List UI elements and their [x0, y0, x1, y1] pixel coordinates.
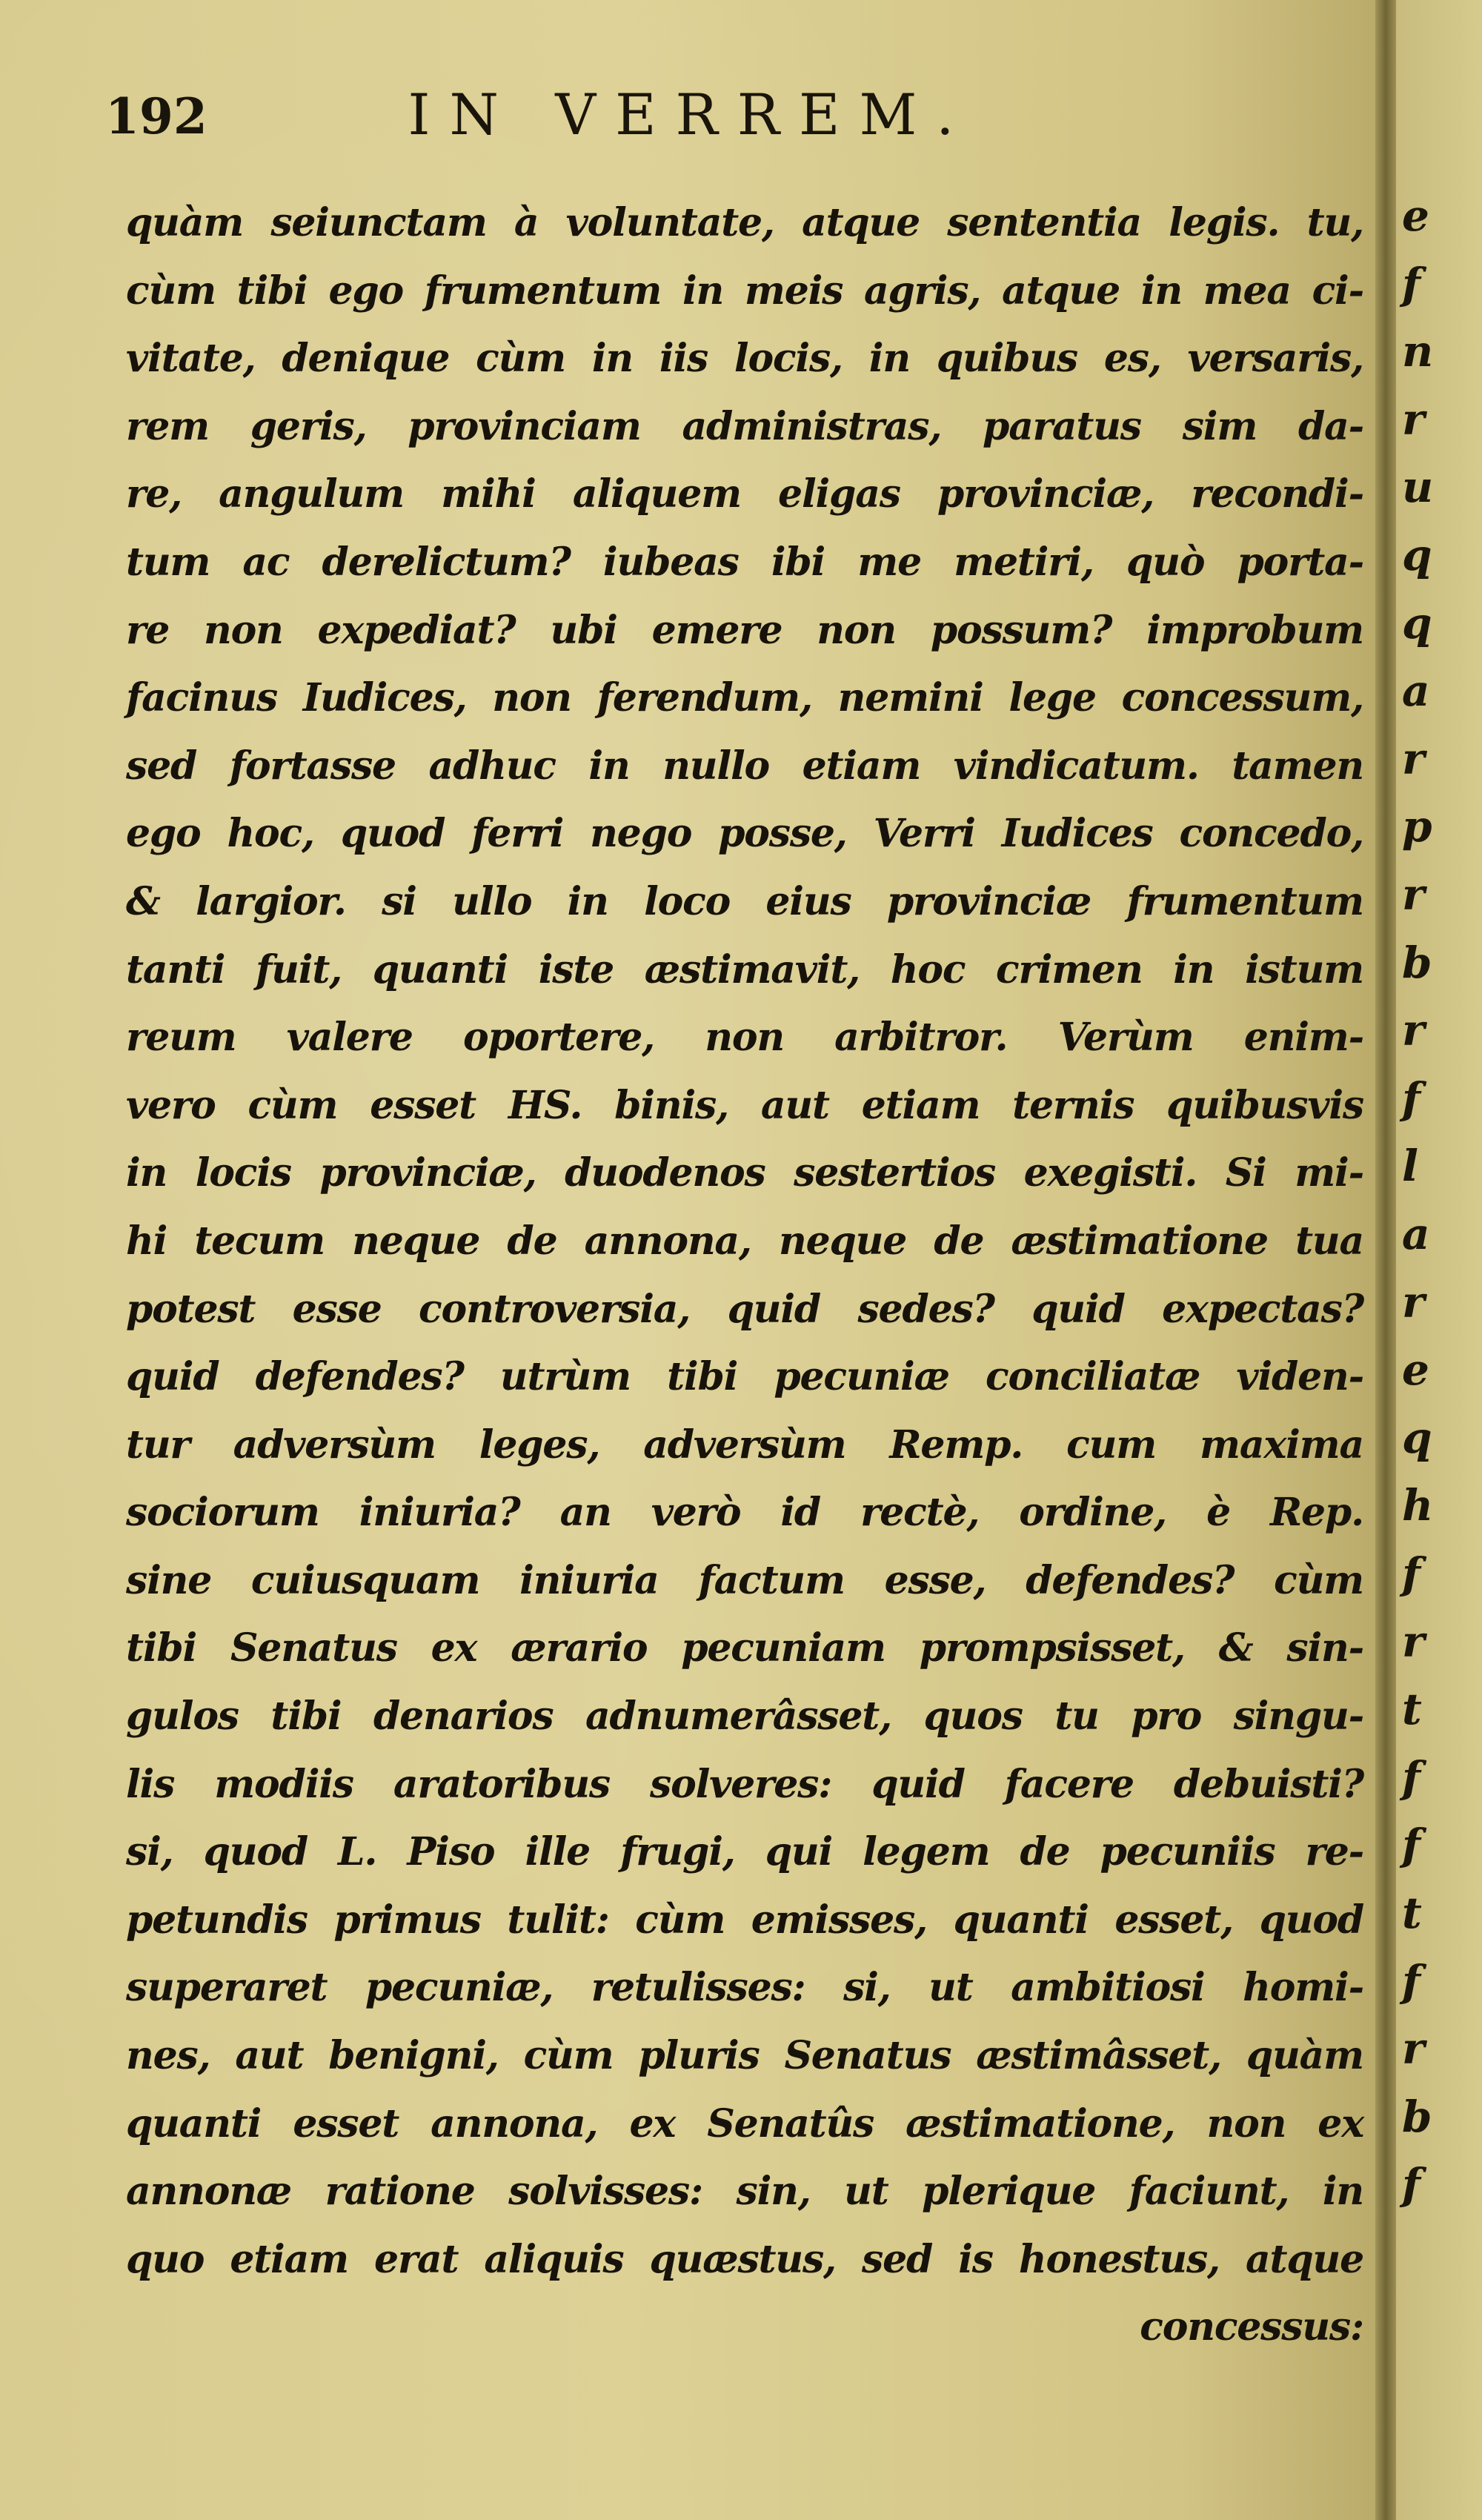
facing-page-edge: [1396, 0, 1482, 2520]
facing-page-letter: f: [1402, 1820, 1420, 1871]
facing-page-letter: f: [1402, 1751, 1420, 1803]
text-line: petundis primus tulit: cùm emisses, quanti esset, quod: [126, 1897, 1363, 1943]
book-gutter: [1375, 0, 1396, 2520]
text-line: hi tecum neque de annona, neque de æstimatione tua: [126, 1218, 1363, 1264]
facing-page-letter: r: [1402, 1616, 1425, 1667]
text-line: & largior. si ullo in loco eius provinciæ frumentum: [126, 878, 1363, 924]
page-header: [105, 82, 1365, 163]
facing-page-letter: f: [1402, 258, 1420, 309]
text-line: quàm seiunctam à voluntate, atque sententia legis. tu,: [126, 200, 1363, 245]
facing-page-letter: l: [1402, 1141, 1419, 1192]
facing-page-letter: r: [1402, 2023, 1425, 2075]
facing-page-letter: f: [1402, 2159, 1420, 2210]
text-line: sociorum iniuria? an verò id rectè, ordine, è Rep.: [126, 1490, 1363, 1536]
text-line: nes, aut benigni, cùm pluris Senatus æstimâsset, quàm: [126, 2033, 1363, 2079]
text-line: sed fortasse adhuc in nullo etiam vindicatum. tamen: [126, 743, 1363, 789]
body-text: [126, 189, 1363, 2361]
facing-page-letter: e: [1402, 1344, 1429, 1396]
facing-page-letter: r: [1402, 394, 1425, 445]
facing-page-letter: f: [1402, 1548, 1420, 1599]
text-line: cùm tibi ego frumentum in meis agris, atque in mea ci-: [126, 268, 1363, 314]
text-line: gulos tibi denarios adnumerâsset, quos tu pro singu-: [126, 1694, 1363, 1740]
text-line: potest esse controversia, quid sedes? quid expectas?: [126, 1286, 1363, 1332]
facing-page-letter: p: [1402, 801, 1432, 852]
facing-page-letter: a: [1402, 666, 1430, 717]
text-line: lis modiis aratoribus solveres: quid facere debuisti?: [126, 1761, 1363, 1807]
text-line: superaret pecuniæ, retulisses: si, ut ambitiosi homi-: [126, 1965, 1363, 2011]
text-line: vero cùm esset HS. binis, aut etiam ternis quibusvis: [126, 1082, 1363, 1128]
facing-page-letter: h: [1402, 1480, 1434, 1531]
facing-page-letter: q: [1402, 1412, 1432, 1463]
page-number: 192: [105, 87, 207, 145]
facing-page-letter: f: [1402, 1955, 1420, 2006]
facing-page-letter: q: [1402, 597, 1432, 649]
text-line: tanti fuit, quanti iste æstimavit, hoc crimen in istum: [126, 946, 1363, 992]
text-line: reum valere oportere, non arbitror. Verùm enim-: [126, 1015, 1363, 1061]
text-line: si, quod L. Piso ille frugi, qui legem de pecuniis re-: [126, 1829, 1363, 1875]
facing-page-letter: r: [1402, 1276, 1425, 1327]
text-line: in locis provinciæ, duodenos sestertios exegisti. Si mi-: [126, 1150, 1363, 1196]
text-line: vitate, denique cùm in iis locis, in quibus es, versaris,: [126, 336, 1363, 382]
text-line: tur adversùm leges, adversùm Remp. cum maxima: [126, 1422, 1363, 1468]
text-line: annonæ ratione solvisses: sin, ut plerique faciunt, in: [126, 2169, 1363, 2215]
text-line: re non expediat? ubi emere non possum? improbum: [126, 607, 1363, 653]
text-line: sine cuiusquam iniuria factum esse, defendes? cùm: [126, 1557, 1363, 1603]
text-line: quid defendes? utrùm tibi pecuniæ conciliatæ viden-: [126, 1354, 1363, 1400]
text-line: facinus Iudices, non ferendum, nemini lege concessum,: [126, 675, 1363, 721]
facing-page-letter: r: [1402, 869, 1425, 920]
text-line: rem geris, provinciam administras, paratus sim da-: [126, 403, 1363, 449]
facing-page-letter: a: [1402, 1209, 1430, 1259]
facing-page-letter: q: [1402, 530, 1432, 580]
running-head: IN VERREM.: [408, 82, 974, 147]
text-line: re, angulum mihi aliquem eligas provinciæ, recondi-: [126, 471, 1363, 517]
facing-page-letter: f: [1402, 1072, 1420, 1124]
facing-page-letter: r: [1402, 1005, 1425, 1056]
facing-page-letter: e: [1402, 190, 1429, 241]
text-line: quo etiam erat aliquis quæstus, sed is honestus, atque: [126, 2236, 1363, 2282]
facing-page-letter: b: [1402, 2091, 1432, 2142]
text-line: ego hoc, quod ferri nego posse, Verri Iudices concedo,: [126, 811, 1363, 857]
facing-page-letter: b: [1402, 937, 1432, 988]
facing-page-letter: n: [1402, 326, 1434, 377]
facing-page-letter: u: [1402, 462, 1434, 513]
text-line: quanti esset annona, ex Senatûs æstimatione, non ex: [126, 2100, 1363, 2146]
text-line: tum ac derelictum? iubeas ibi me metiri, quò porta-: [126, 539, 1363, 585]
facing-page-letter: t: [1402, 1684, 1422, 1735]
facing-page-letter: r: [1402, 733, 1425, 784]
facing-page-letter: t: [1402, 1888, 1422, 1938]
text-line-catchword: concessus:: [1140, 2304, 1363, 2350]
text-line: tibi Senatus ex ærario pecuniam prompsisset, & sin-: [126, 1625, 1363, 1671]
